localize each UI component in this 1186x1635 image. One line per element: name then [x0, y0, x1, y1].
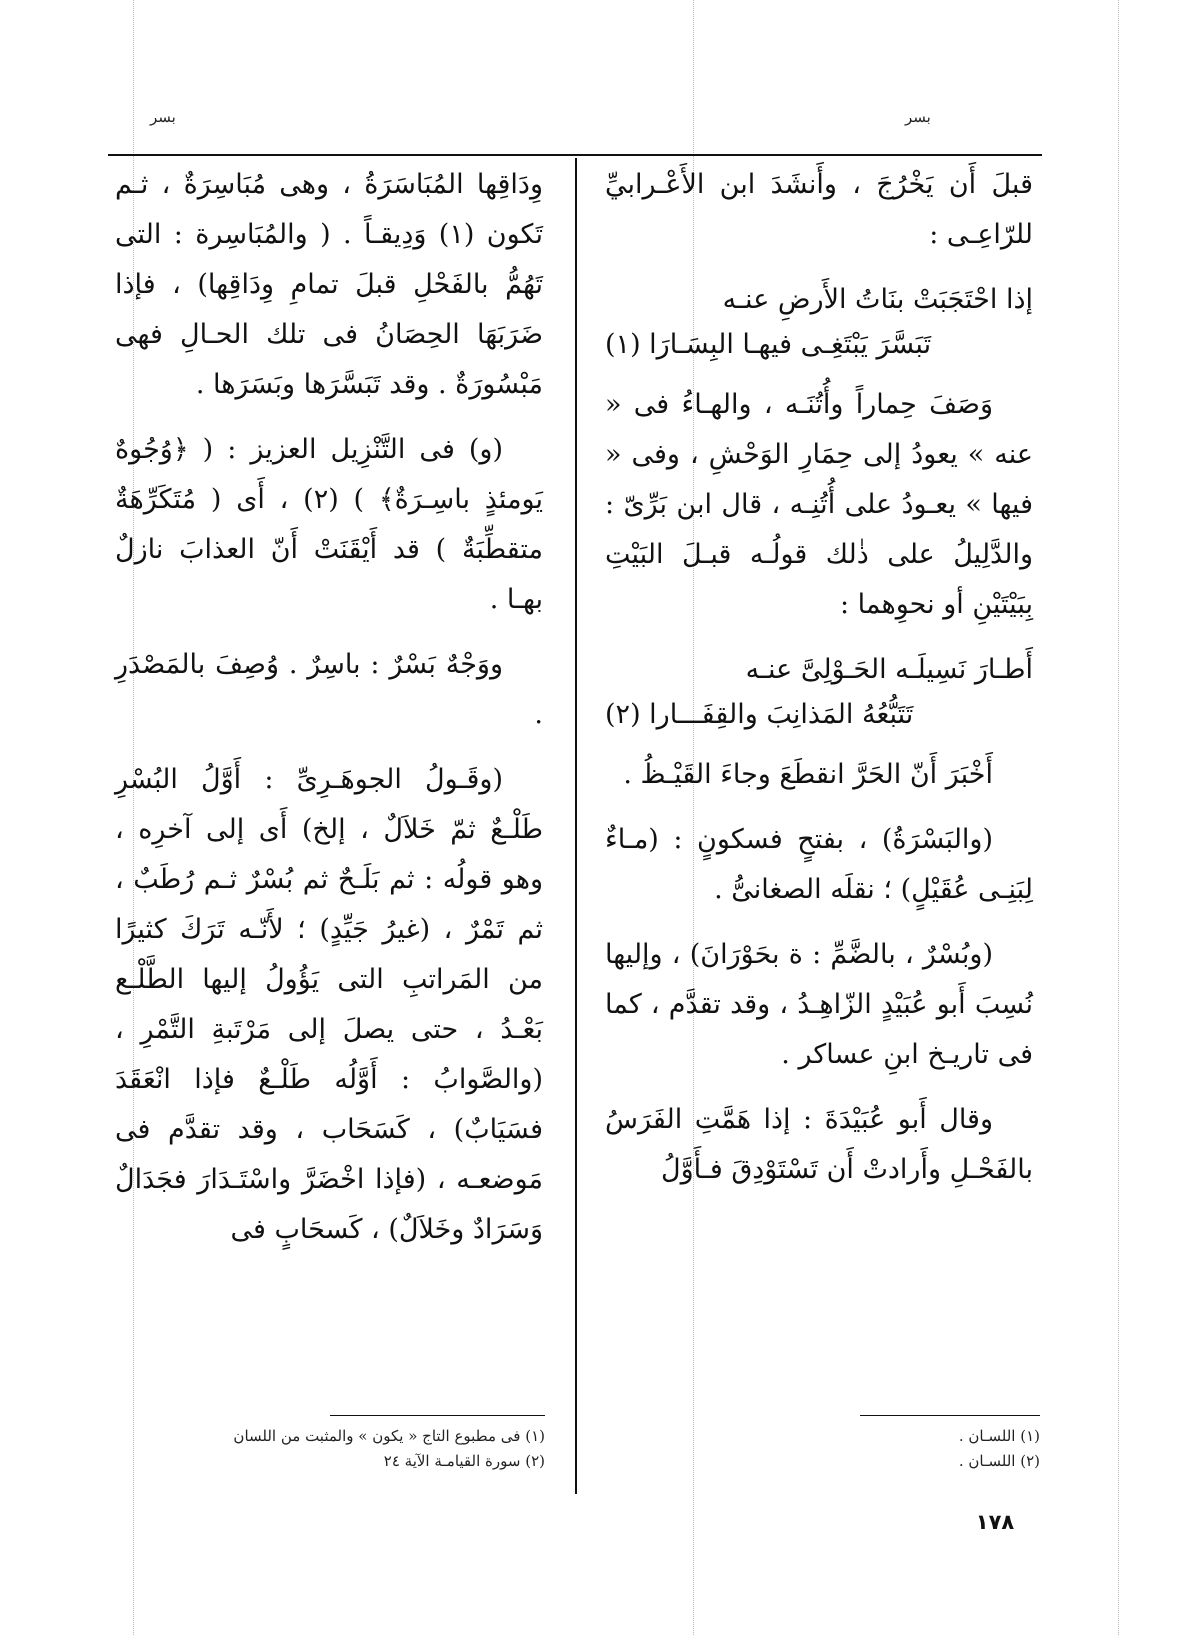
paragraph: وقال أَبو عُبَيْدَةَ : إذا هَمَّتِ الفَرَسُ بالفَحْـلِ وأَرادتْ أَن تَسْتَوْدِقَ فـأَوَّلُ	[605, 1104, 1033, 1185]
paragraph: وَصَفَ حِماراً وأُتُنَـه ، والهـاءُ فى « عنه » يعودُ إلى حِمَارِ الوَحْشِ ، وفى « فيها » يعـودُ على أُتُنِـه ، قال ابن بَرِّىّ : والدَّلِيلُ على ذٰلك قولُـه قبـلَ البَيْتِ بِبَيْتَيْنِ أو نحوِهما :	[605, 389, 1033, 620]
footnote-rule	[860, 1415, 1040, 1416]
paragraph: وِدَاقِها المُبَاسَرَةُ ، وهى مُبَاسِرَةٌ ، ثـم تَكون (١) وَدِيقـاً . ( والمُبَاسِرة : التى تَهُمُّ بالفَحْلِ قبلَ تمامِ وِدَاقِها) ، فإذا ضَرَبَهَا الحِصَانُ فى تلك الحـالِ فهى مَبْسُورَةٌ . وقد تَبَسَّرَها وبَسَرَها .	[115, 169, 543, 400]
paragraph: (و) فى التَّنْزِيل العزيز : ( ﴿وُجُوهٌ يَومئذٍ باسِـرَةٌ﴾ ) (٢) ، أَى ( مُتَكَرِّهَةٌ متقطِّبَةٌ ) قد أَيْقَنَتْ أَنّ العذابَ نازلٌ بهـا .	[115, 434, 543, 615]
verse-line: إذا احْتَجَبَتْ بنَاتُ الأَرضِ عنـه	[722, 284, 1033, 315]
right-footnotes	[860, 1424, 1040, 1474]
footnote: (١) اللسـان .	[958, 1427, 1040, 1445]
footnote: (١) فى مطبوع التاج « يكون » والمثبت من اللسان	[233, 1427, 545, 1445]
verse	[605, 645, 1033, 735]
left-footnotes	[150, 1424, 545, 1474]
left-column	[115, 160, 543, 1270]
paragraph: (وبُسْرٌ ، بالضَّمِّ : ة بحَوْرَانَ) ، وإليها نُسِبَ أَبو عُبَيْدٍ الزّاهِـدُ ، وقد تقدَّم ، كما فى تاريـخ ابنِ عساكر .	[605, 939, 1033, 1070]
paragraph: أَخْبَرَ أَنّ الحَرَّ انقطَعَ وجاءَ القَيْـظُ .	[623, 759, 993, 790]
page-number: ١٧٨	[975, 1510, 1015, 1534]
paragraph: (والبَسْرَةُ) ، بفتحٍ فسكونٍ : (مـاءٌ لِبَنِـى عُقَيْلٍ) ؛ نقلَه الصغانىُّ .	[605, 824, 1033, 905]
header-rule	[108, 154, 1042, 156]
verse	[605, 275, 1033, 365]
footnote: (٢) سورة القيامـة الآية ٢٤	[383, 1452, 545, 1470]
paragraph: ووَجْهٌ بَسْرٌ : باسِرٌ . وُصِفَ بالمَصْدَرِ .	[115, 649, 543, 730]
header-right-word: بسر	[905, 108, 931, 126]
footnote: (٢) اللسـان .	[958, 1452, 1040, 1470]
column-divider	[575, 158, 577, 1494]
scan-artifact-line	[1118, 0, 1119, 1635]
header-left-word: بسر	[150, 108, 176, 126]
verse-line: أَطـارَ نَسِيلَـه الحَـوْلِىَّ عنـه	[745, 654, 1033, 685]
paragraph: قبلَ أَن يَخْرُجَ ، وأَنشَدَ ابن الأَعْـرابيِّ للرّاعِـى :	[605, 169, 1033, 250]
verse-line: تَبَسَّرَ يَبْتَغِـى فيهـا البِسَـارَا (١)	[605, 329, 932, 360]
paragraph: (وقَـولُ الجوهَـرِىِّ : أَوَّلُ البُسْرِ طَلْـعٌ ثمّ خَلاَلٌ ، إلخ) أَى إلى آخرِه ، وهو قولُه : ثم بَلَـحٌ ثم بُسْرٌ ثـم رُطَبٌ ، ثم تَمْرٌ ، (غيرُ جَيِّدٍ) ؛ لأَنّـه تَرَكَ كثيرًا من المَراتبِ التى يَؤُولُ إليها الطَّلْـع بَعْـدُ ، حتى يصلَ إلى مَرْتَبةِ التَّمْرِ ، (والصَّوابُ : أَوَّلُه طَلْـعٌ فإذا انْعَقَدَ فسَيَابٌ) ، كَسَحَاب ، وقد تقدَّم فى مَوضعـه ، (فإذا اخْضَرَّ واسْتَـدَارَ فجَدَالٌ وَسَرَادٌ وخَلاَلٌ) ، كَسحَابٍ فى	[115, 764, 543, 1245]
footnote-rule	[330, 1415, 545, 1416]
right-column	[605, 160, 1033, 1210]
verse-line: تَتَبُّعُهُ المَذانِبَ والقِفَـــارا (٢)	[605, 699, 914, 730]
